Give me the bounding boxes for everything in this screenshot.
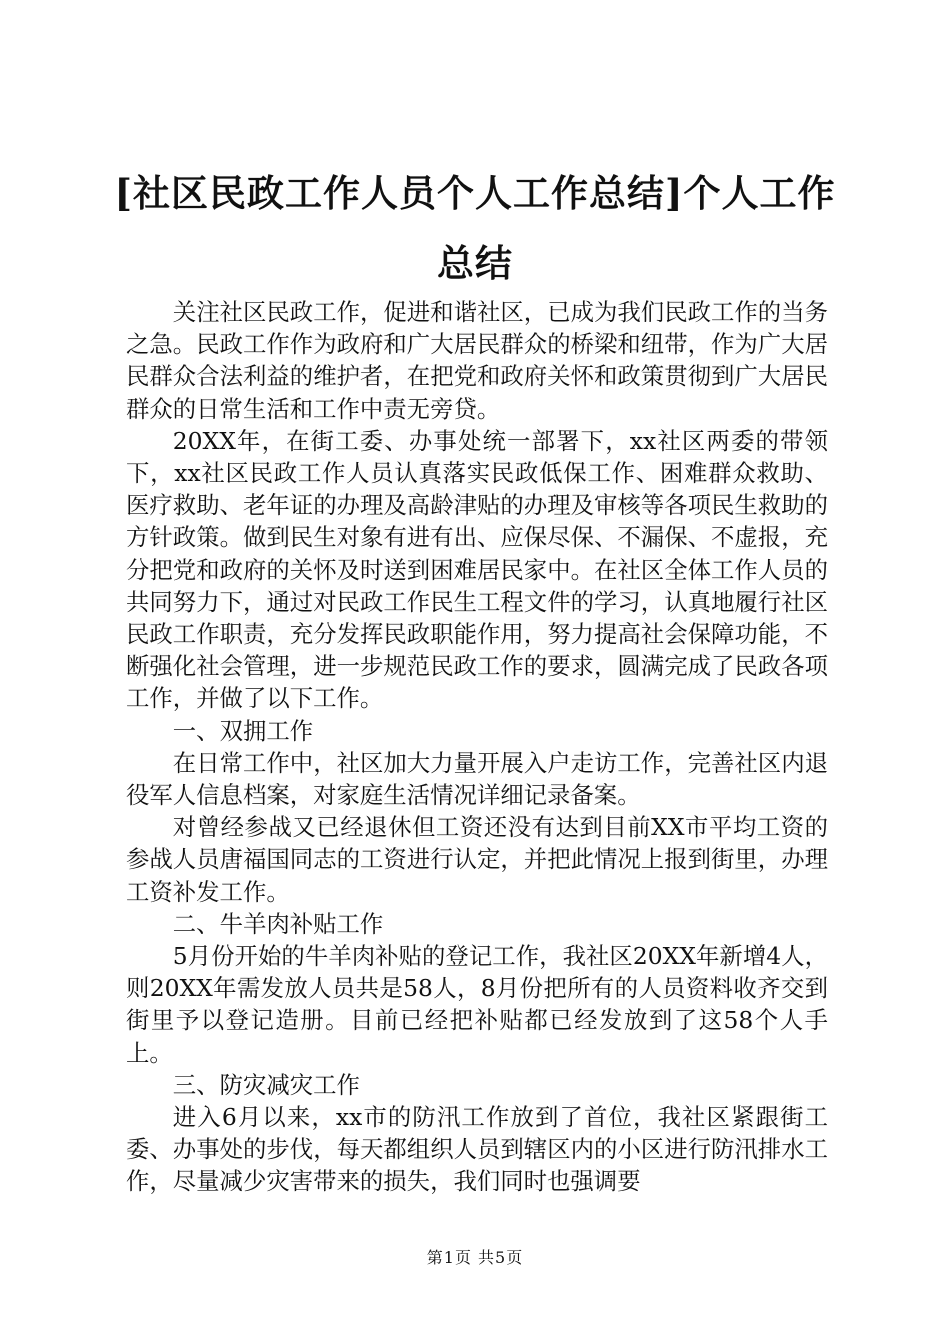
- document-title: [社区民政工作人员个人工作总结]个人工作总结: [114, 171, 836, 285]
- paragraph-section3: 进入6月以来，xx市的防汛工作放到了首位，我社区紧跟街工委、办事处的步伐，每天都组织人员到辖区内的小区进行防汛排水工作，尽量减少灾害带来的损失，我们同时也强调要: [126, 1103, 828, 1196]
- section-heading-1: 一、双拥工作: [172, 716, 314, 745]
- paragraph-section1-a: 在日常工作中，社区加大力量开展入户走访工作，完善社区内退役军人信息档案，对家庭生活情况详细记录备案。: [126, 748, 828, 810]
- paragraph-section2: 5月份开始的牛羊肉补贴的登记工作，我社区20XX年新增4人，则20XX年需发放人员共是58人，8月份把所有的人员资料收齐交到街里予以登记造册。目前已经把补贴都已经发放到了这58个人手上。: [126, 942, 828, 1067]
- paragraph-intro: 关注社区民政工作，促进和谐社区，已成为我们民政工作的当务之急。民政工作作为政府和广大居民群众的桥梁和纽带，作为广大居民群众合法利益的维护者，在把党和政府关怀和政策贯彻到广大居民群众的日常生活和工作中责无旁贷。: [126, 298, 828, 423]
- document-body: [126, 296, 828, 1198]
- paragraph-overview: 20XX年，在街工委、办事处统一部署下，xx社区两委的带领下，xx社区民政工作人员认真落实民政低保工作、困难群众救助、医疗救助、老年证的办理及高龄津贴的办理及审核等各项民生救助的方针政策。做到民生对象有进有出、应保尽保、不漏保、不虚报，充分把党和政府的关怀及时送到困难居民家中。在社区全体工作人员的共同努力下，通过对民政工作民生工程文件的学习，认真地履行社区民政工作职责，充分发挥民政职能作用，努力提高社会保障功能，不断强化社会管理，进一步规范民政工作的要求，圆满完成了民政各项工作，并做了以下工作。: [126, 426, 828, 713]
- section-heading-3: 三、防灾减灾工作: [172, 1070, 360, 1099]
- paragraph-section1-b: 对曾经参战又已经退休但工资还没有达到目前XX市平均工资的参战人员唐福国同志的工资进行认定，并把此情况上报到街里，办理工资补发工作。: [126, 813, 828, 906]
- page-number-footer: 第1页 共5页: [426, 1248, 524, 1267]
- section-heading-2: 二、牛羊肉补贴工作: [172, 909, 384, 938]
